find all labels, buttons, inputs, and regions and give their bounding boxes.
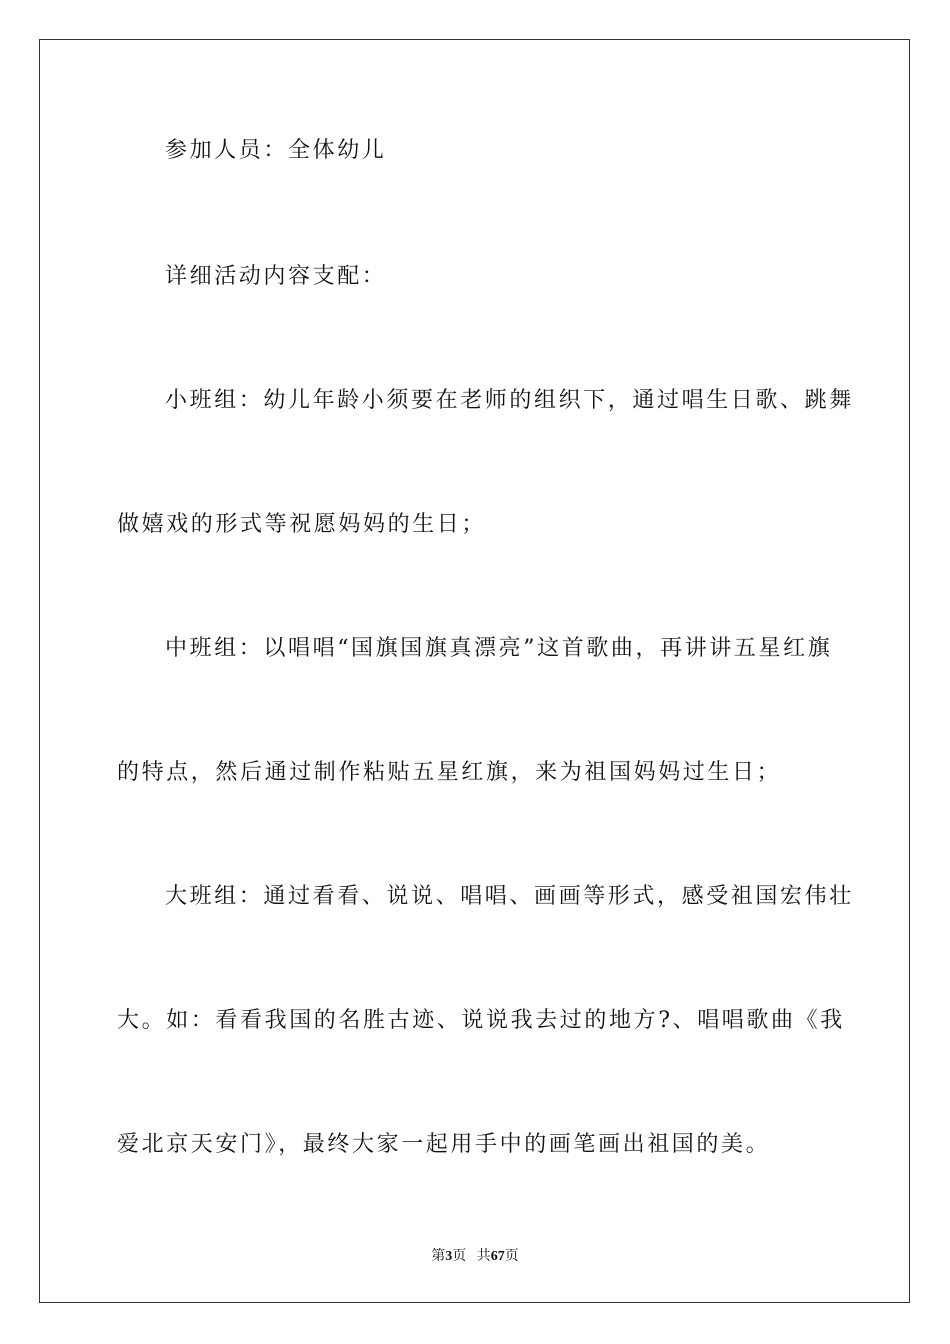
footer-total-prefix: 共 [476,1249,491,1264]
middle-class-line-2: 的特点，然后通过制作粘贴五星红旗，来为祖国妈妈过生日； [117,760,782,785]
small-class-line-1: 小班组：幼儿年龄小须要在老师的组织下，通过唱生日歌、跳舞 [165,388,854,413]
footer-page-suffix: 页 [452,1249,467,1264]
middle-class-line-1: 中班组：以唱唱“国旗国旗真漂亮”这首歌曲，再讲讲五星红旗 [165,636,833,661]
large-class-line-2: 大。如：看看我国的名胜古迹、说说我去过的地方?、唱唱歌曲《我 [117,1008,845,1033]
footer-total-suffix: 页 [504,1249,519,1264]
large-class-line-3: 爱北京天安门》，最终大家一起用手中的画笔画出祖国的美。 [117,1132,771,1157]
footer-page-number: 3 [445,1249,453,1264]
small-class-line-2: 做嬉戏的形式等祝愿妈妈的生日； [117,512,487,537]
activity-heading: 详细活动内容支配： [165,264,387,289]
footer-total-pages: 67 [490,1249,505,1264]
page-footer [0,1245,950,1265]
participants-line: 参加人员：全体幼儿 [165,138,387,163]
page-border [39,39,910,1303]
footer-page-prefix: 第 [431,1249,446,1264]
large-class-line-1: 大班组：通过看看、说说、唱唱、画画等形式，感受祖国宏伟壮 [165,884,854,909]
